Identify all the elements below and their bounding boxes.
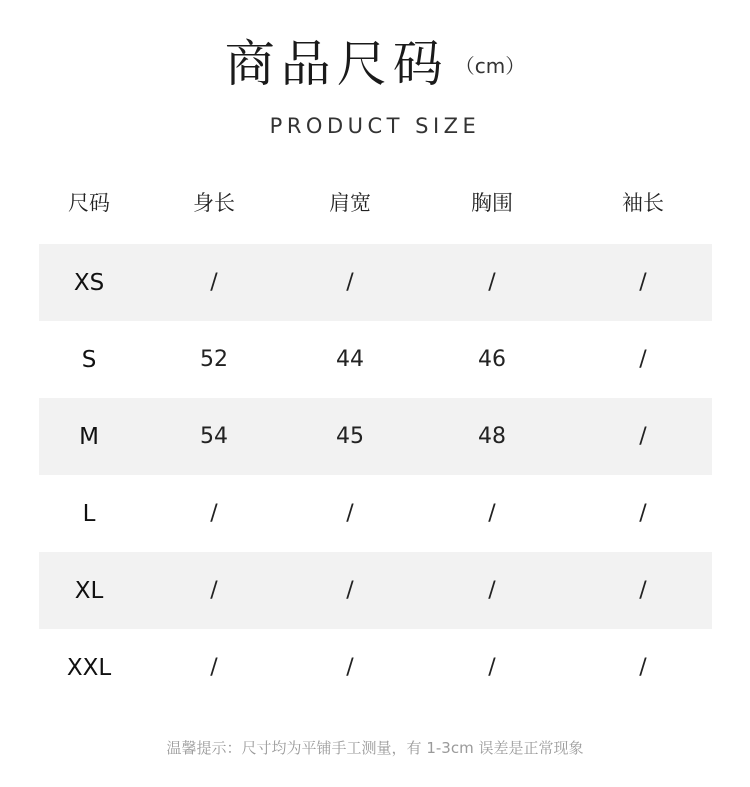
size-table: [39, 160, 712, 706]
length-cell: /: [210, 270, 218, 295]
length-cell: 52: [200, 347, 228, 372]
size-cell: XL: [74, 577, 104, 604]
sleeve-cell: /: [639, 578, 647, 603]
shoulder-cell: 45: [336, 424, 364, 449]
chest-cell: /: [488, 501, 496, 526]
table-row: [39, 244, 712, 321]
size-cell: S: [81, 346, 97, 373]
chest-cell: /: [488, 578, 496, 603]
size-cell: XS: [73, 269, 105, 296]
shoulder-cell: 44: [336, 347, 364, 372]
title-block: [0, 32, 750, 96]
size-cell: L: [82, 500, 96, 527]
chest-cell: /: [488, 270, 496, 295]
size-cell: XXL: [66, 654, 112, 681]
sleeve-cell: /: [639, 655, 647, 680]
shoulder-cell: /: [346, 655, 354, 680]
page-title: 商品尺码: [224, 35, 449, 93]
size-cell: M: [79, 423, 99, 450]
chest-cell: /: [488, 655, 496, 680]
chest-cell: 48: [478, 424, 506, 449]
measurement-note: 温馨提示：尺寸均为平铺手工测量，有 1-3cm 误差是正常现象: [166, 739, 584, 757]
table-row: [39, 321, 712, 398]
header-shoulder: 肩宽: [329, 191, 371, 215]
length-cell: /: [210, 501, 218, 526]
table-row: [39, 629, 712, 706]
header-sleeve: 袖长: [622, 191, 664, 215]
chest-cell: 46: [478, 347, 506, 372]
table-row: [39, 552, 712, 629]
header-size: 尺码: [68, 191, 110, 215]
sleeve-cell: /: [639, 270, 647, 295]
length-cell: 54: [200, 424, 228, 449]
sleeve-cell: /: [639, 501, 647, 526]
sleeve-cell: /: [639, 424, 647, 449]
table-header-row: [39, 160, 712, 244]
shoulder-cell: /: [346, 270, 354, 295]
sleeve-cell: /: [639, 347, 647, 372]
length-cell: /: [210, 655, 218, 680]
shoulder-cell: /: [346, 501, 354, 526]
table-row: [39, 398, 712, 475]
header-length: 身长: [193, 191, 235, 215]
unit-label: （cm）: [454, 54, 526, 78]
shoulder-cell: /: [346, 578, 354, 603]
page-subtitle: PRODUCT SIZE: [269, 114, 481, 138]
header-chest: 胸围: [471, 191, 513, 215]
length-cell: /: [210, 578, 218, 603]
table-row: [39, 475, 712, 552]
